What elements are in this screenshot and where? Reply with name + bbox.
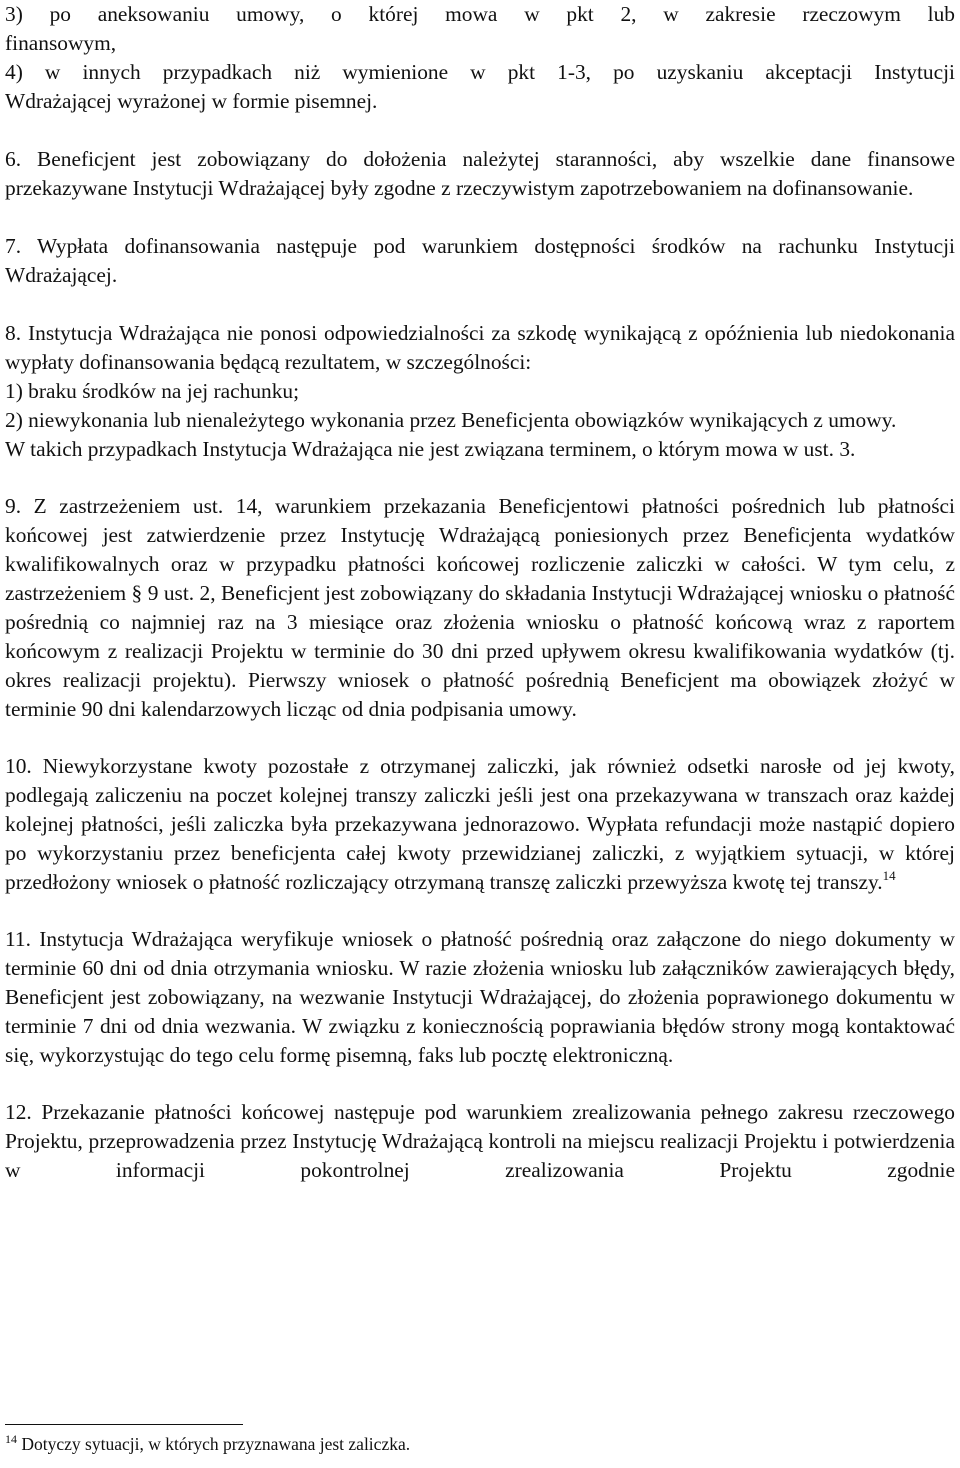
paragraph-10 — [5, 752, 955, 897]
paragraph-8 — [5, 319, 955, 464]
list-item-3-line-1: 3) po aneksowaniu umowy, o której mowa w pkt 2, w zakresie rzeczowym lub — [5, 2, 955, 26]
paragraph-8-item-2: 2) niewykonania lub nienależytego wykonania przez Beneficjenta obowiązków wynikających z umowy. — [5, 408, 897, 432]
document-page — [5, 0, 955, 1185]
paragraph-9: 9. Z zastrzeżeniem ust. 14, warunkiem przekazania Beneficjentowi płatności pośrednich lub płatności końcowej jest zatwierdzenie przez Instytucję Wdrażającą poniesionych przez Beneficjenta wydatków kwalifikowalnych oraz w przypadku płatności końcowej rozliczenie zaliczki w całości. W tym celu, z zastrzeżeniem § 9 ust. 2, Beneficjent jest zobowiązany do składania Instytucji Wdrażającej wniosku o płatność pośrednią co najmniej raz na 3 miesiące oraz złożenia wniosku o płatność końcową wraz z raportem końcowym z realizacji Projektu w terminie do 30 dni przed upływem okresu kwalifikowania wydatków (tj. okres realizacji projektu). Pierwszy wniosek o płatność pośrednią Beneficjent ma obowiązek złożyć w terminie 90 dni kalendarzowych licząc od dnia podpisania umowy. — [5, 494, 955, 721]
paragraph-8-closing: W takich przypadkach Instytucja Wdrażająca nie jest związana terminem, o którym mowa w ust. 3. — [5, 437, 856, 461]
paragraph-10-text: 10. Niewykorzystane kwoty pozostałe z otrzymanej zaliczki, jak również odsetki narosłe od jej kwoty, podlegają zaliczeniu na poczet kolejnej transzy zaliczki jeśli jest ona przekazywana w transzach oraz każdej kolejnej płatności, jeśli zaliczka była przekazywana jednorazowo. Wypłata refundacji może nastąpić dopiero po wykorzystaniu przez beneficjenta całej kwoty przewidzianej zaliczki, z wyjątkiem sytuacji, w której przedłożony wniosek o płatność rozliczający otrzymaną transzę zaliczki przewyższa kwotę tej transzy. — [5, 754, 955, 894]
footnote-number: 14 — [5, 1432, 17, 1446]
paragraph-11: 11. Instytucja Wdrażająca weryfikuje wniosek o płatność pośrednią oraz załączone do niego dokumenty w terminie 60 dni od dnia otrzymania wniosku. W razie złożenia wniosku lub załączników zawierających błędy, Beneficjent jest zobowiązany, na wezwanie Instytucji Wdrażającej, do złożenia poprawionego dokumentu w terminie 7 dni od dnia wezwania. W związku z koniecznością poprawiania błędów strony mogą kontaktować się, wykorzystując do tego celu formę pisemną, faks lub pocztę elektroniczną. — [5, 927, 955, 1067]
list-item-3 — [5, 0, 955, 58]
footnote — [5, 1432, 955, 1456]
list-item-4-line-2: Wdrażającej wyrażonej w formie pisemnej. — [5, 89, 378, 113]
list-item-3-line-2: finansowym, — [5, 31, 117, 55]
list-item-4-line-1: 4) w innych przypadkach niż wymienione w pkt 1-3, po uzyskaniu akceptacji Instytucji — [5, 60, 955, 84]
paragraph-12: 12. Przekazanie płatności końcowej następuje pod warunkiem zrealizowania pełnego zakresu rzeczowego Projektu, przeprowadzenia przez Instytucję Wdrażającą kontroli na miejscu realizacji Projektu i potwierdzenia w informacji pokontrolnej zrealizowania Projektu zgodnie — [5, 1100, 955, 1182]
paragraph-7: 7. Wypłata dofinansowania następuje pod warunkiem dostępności środków na rachunku Instytucji Wdrażającej. — [5, 234, 955, 287]
paragraph-8-intro: 8. Instytucja Wdrażająca nie ponosi odpowiedzialności za szkodę wynikającą z opóźnienia lub niedokonania wypłaty dofinansowania będącą rezultatem, w szczególności: — [5, 321, 955, 374]
paragraph-6: 6. Beneficjent jest zobowiązany do dołożenia należytej staranności, aby wszelkie dane finansowe przekazywane Instytucji Wdrażającej były zgodne z rzeczywistym zapotrzebowaniem na dofinansowanie. — [5, 147, 955, 200]
footnote-reference-14[interactable]: 14 — [882, 868, 896, 883]
list-item-4 — [5, 58, 955, 116]
footnote-text: Dotyczy sytuacji, w których przyznawana jest zaliczka. — [21, 1434, 411, 1454]
paragraph-8-item-1: 1) braku środków na jej rachunku; — [5, 379, 300, 403]
footnote-separator — [5, 1424, 243, 1425]
